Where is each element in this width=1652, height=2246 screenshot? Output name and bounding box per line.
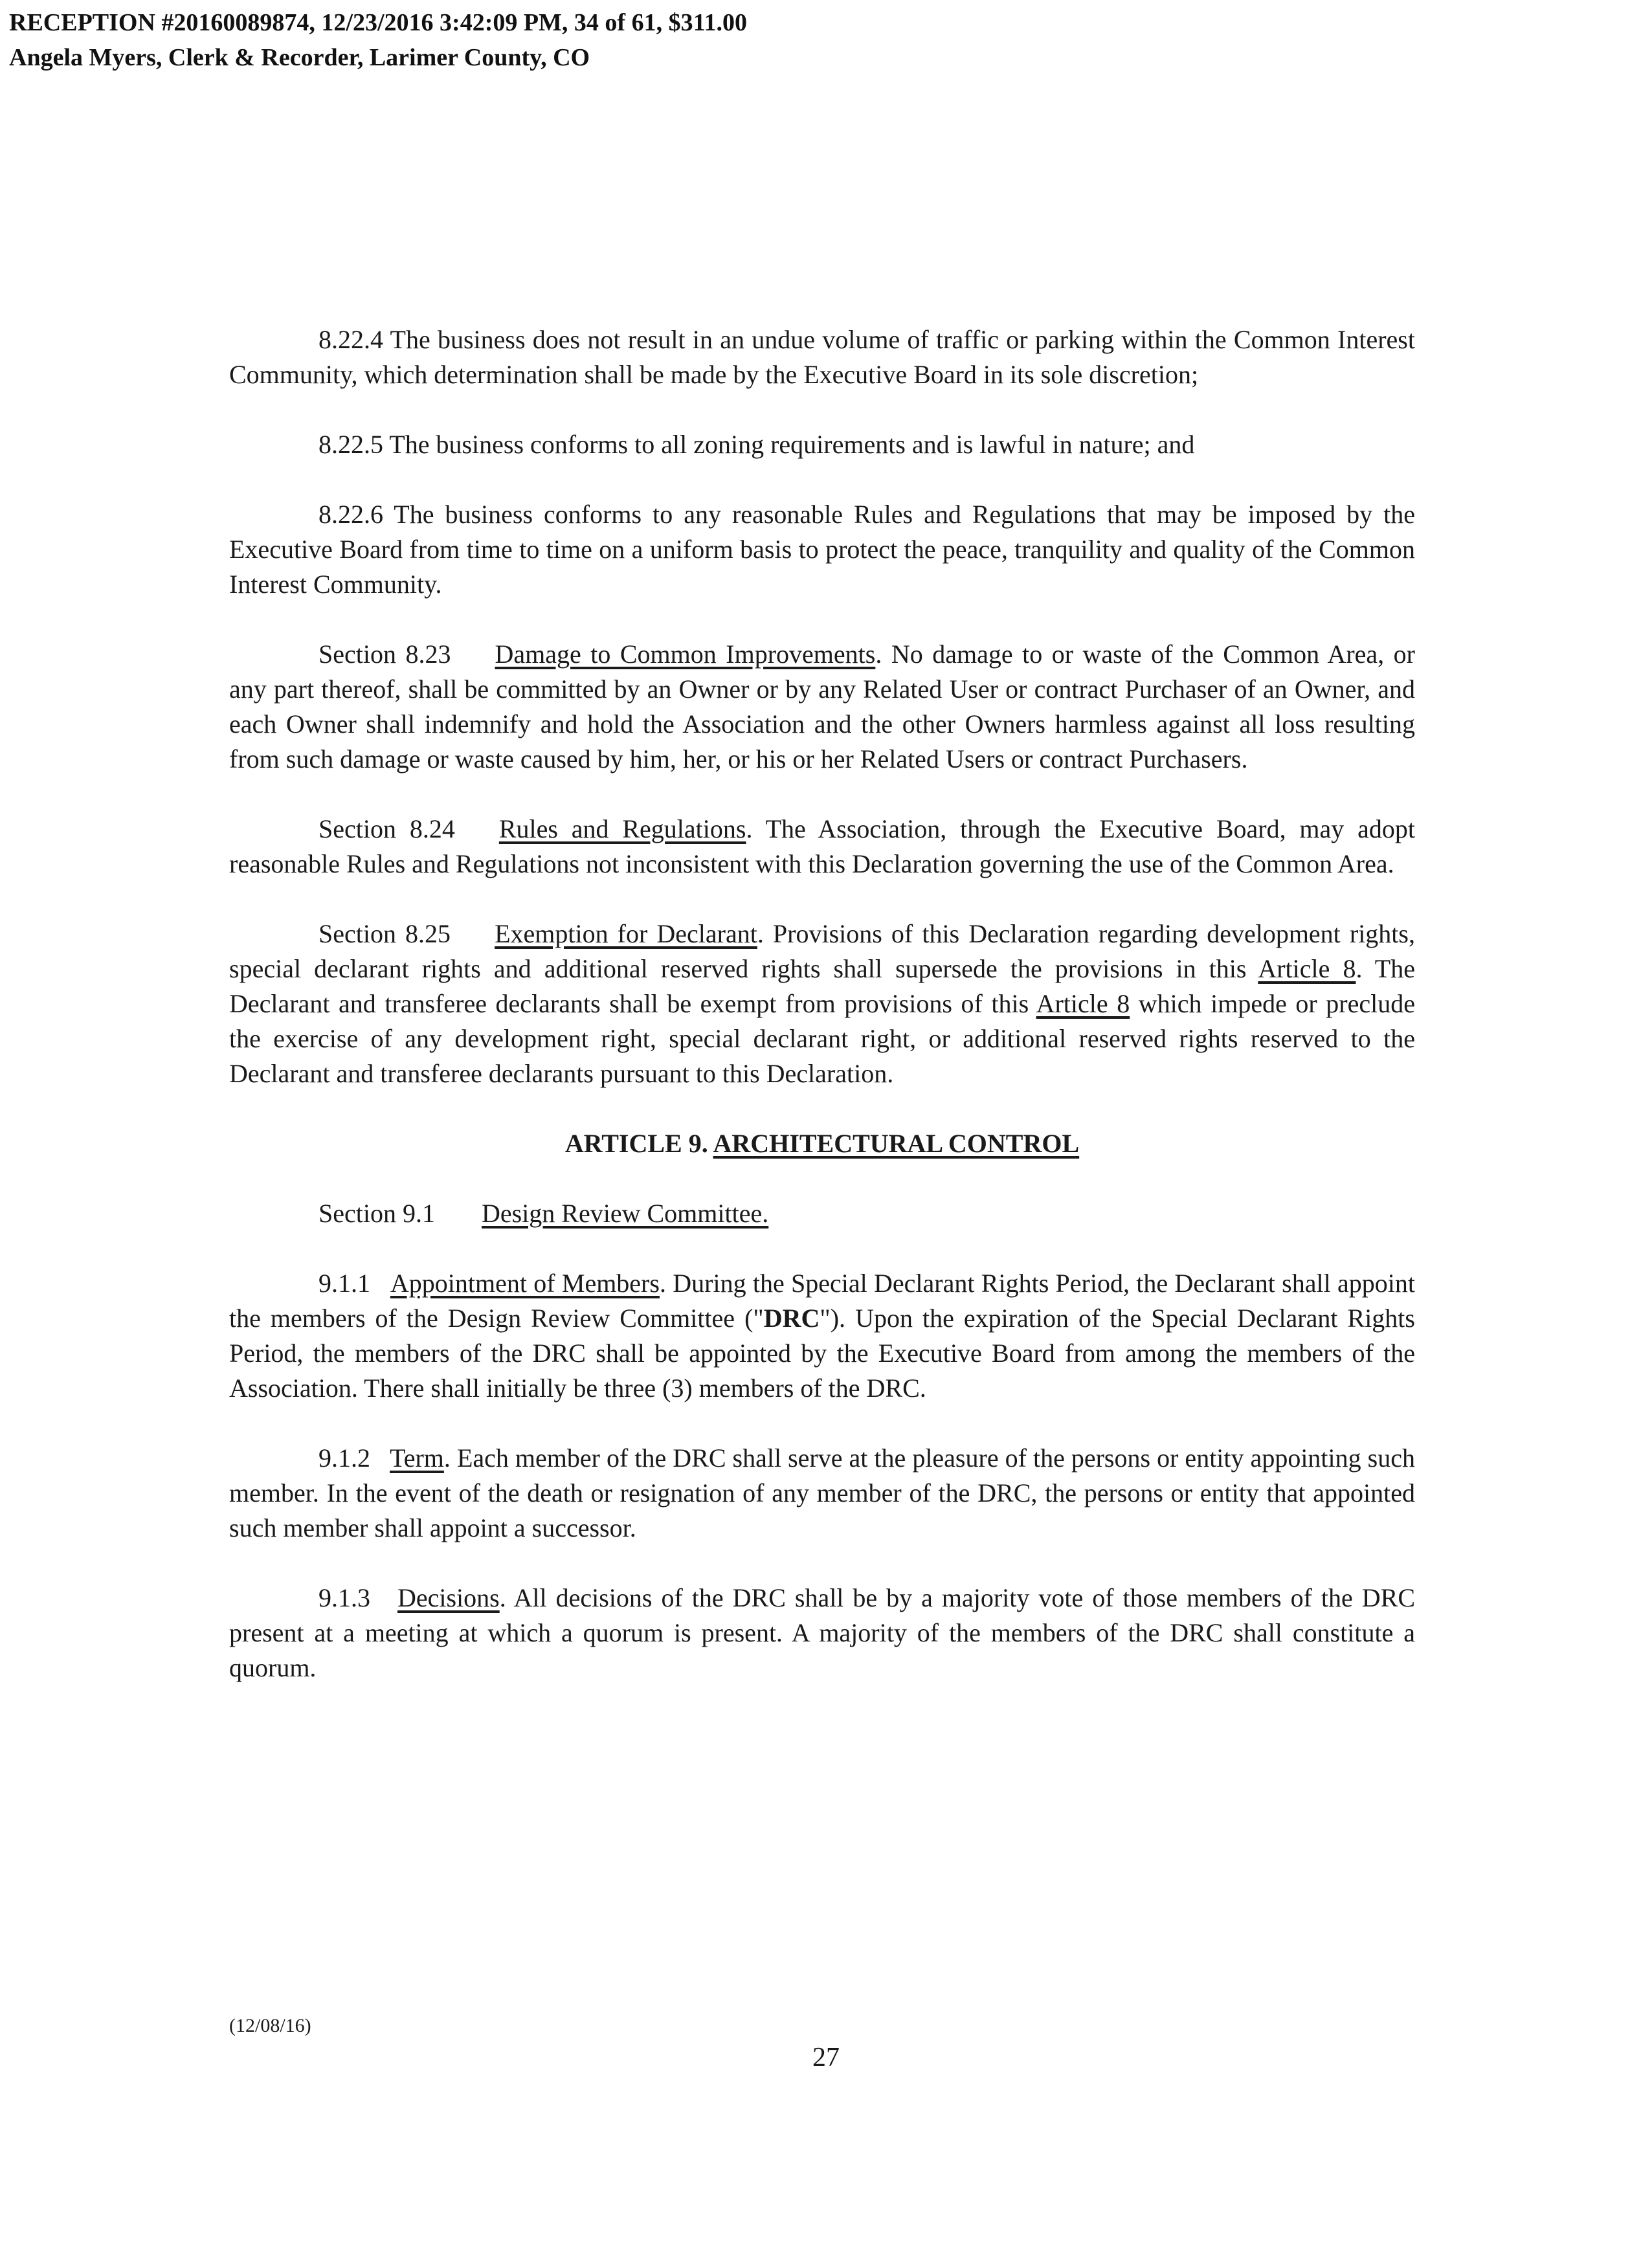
paragraph-number: 9.1.1: [318, 1269, 370, 1298]
paragraph-9-1-1: [229, 1266, 1415, 1406]
paragraph-body: . Each member of the DRC shall serve at the pleasure of the persons or entity appointing such member. In the event of the death or resignation of any member of the DRC, the persons or entity that appointed such member shall appoint a successor.: [229, 1443, 1416, 1542]
paragraph-body: . All decisions of the DRC shall be by a majority vote of those members of the DRC present at a meeting at which a quorum is present. A majority of the members of the DRC shall constitute a quorum.: [229, 1583, 1415, 1682]
page-number: 27: [812, 2043, 840, 2073]
paragraph-number: 9.1.2: [318, 1443, 370, 1473]
article-reference: Article 8: [1258, 954, 1356, 983]
paragraph-number: 9.1.3: [318, 1583, 370, 1612]
section-title: Rules and Regulations: [498, 814, 746, 843]
paragraph-9-1-3: [229, 1581, 1415, 1685]
section-number: Section 8.24: [318, 814, 455, 843]
document-body: [229, 322, 1415, 1720]
section-8-24: [229, 812, 1415, 882]
paragraph-8-22-5: 8.22.5 The business conforms to all zoning requirements and is lawful in nature; and: [318, 430, 1195, 459]
paragraph-body: "). Upon the expiration of the Special Declarant Rights Period, the members of the DRC shall be appointed by the Executive Board from among the members of the Association. There shall initially be three (3) members of the DRC.: [229, 1304, 1415, 1403]
section-body: . No damage to or waste of the Common Area, or any part thereof, shall be committed by an Owner or by any Related User or contract Purchaser of an Owner, and each Owner shall indemnify and hold the Association and the other Owners harmless against all loss resulting from such damage or waste caused by him, her, or his or her Related Users or contract Purchasers.: [229, 639, 1415, 773]
article-reference: Article 8: [1036, 989, 1130, 1018]
article-title: ARCHITECTURAL CONTROL: [713, 1129, 1080, 1158]
paragraph-8-22-6: 8.22.6 The business conforms to any reasonable Rules and Regulations that may be imposed by the Executive Board from time to time on a uniform basis to protect the peace, tranquility and quality of the Common Interest Community.: [229, 500, 1415, 599]
section-title: Design Review Committee.: [481, 1199, 769, 1228]
section-body: which impede or preclude the exercise of any development right, special declarant right, or additional reserved rights reserved to the Declarant and transferee declarants pursuant to this Declaration.: [229, 989, 1415, 1088]
article-heading: [229, 1126, 1415, 1161]
paragraph-title: Decisions: [397, 1583, 500, 1612]
section-8-23: [229, 637, 1415, 777]
section-number: Section 8.25: [318, 919, 451, 948]
section-body: . Provisions of this Declaration regarding development rights, special declarant rights and additional reserved rights shall supersede the provisions in this: [229, 919, 1415, 983]
section-9-1: [229, 1196, 1415, 1231]
section-title: Exemption for Declarant: [495, 919, 757, 948]
section-body: . The Declarant and transferee declarants shall be exempt from provisions of this: [229, 954, 1415, 1018]
reception-line: RECEPTION #20160089874, 12/23/2016 3:42:09 PM, 34 of 61, $311.00: [9, 9, 747, 36]
drc-abbreviation: DRC: [763, 1304, 820, 1333]
section-title: Damage to Common Improvements: [495, 639, 876, 669]
recording-stamp: [9, 5, 747, 75]
section-number: Section 9.1: [318, 1199, 435, 1228]
recorder-line: Angela Myers, Clerk & Recorder, Larimer County, CO: [9, 44, 590, 71]
paragraph-title: Term: [390, 1443, 444, 1473]
paragraph-9-1-2: [229, 1441, 1415, 1546]
article-label: ARTICLE 9.: [564, 1129, 713, 1158]
section-number: Section 8.23: [318, 639, 451, 669]
revision-date: (12/08/16): [229, 2015, 311, 2036]
paragraph-8-22-4: 8.22.4 The business does not result in an undue volume of traffic or parking within the Common Interest Community, which determination shall be made by the Executive Board in its sole discretion;: [229, 325, 1415, 389]
paragraph-body: . During the Special Declarant Rights Period, the Declarant shall appoint the members of the Design Review Committee (": [229, 1269, 1415, 1333]
section-body: . The Association, through the Executive Board, may adopt reasonable Rules and Regulations not inconsistent with this Declaration governing the use of the Common Area.: [229, 814, 1415, 878]
paragraph-title: Appointment of Members: [390, 1269, 660, 1298]
section-8-25: [229, 917, 1415, 1091]
